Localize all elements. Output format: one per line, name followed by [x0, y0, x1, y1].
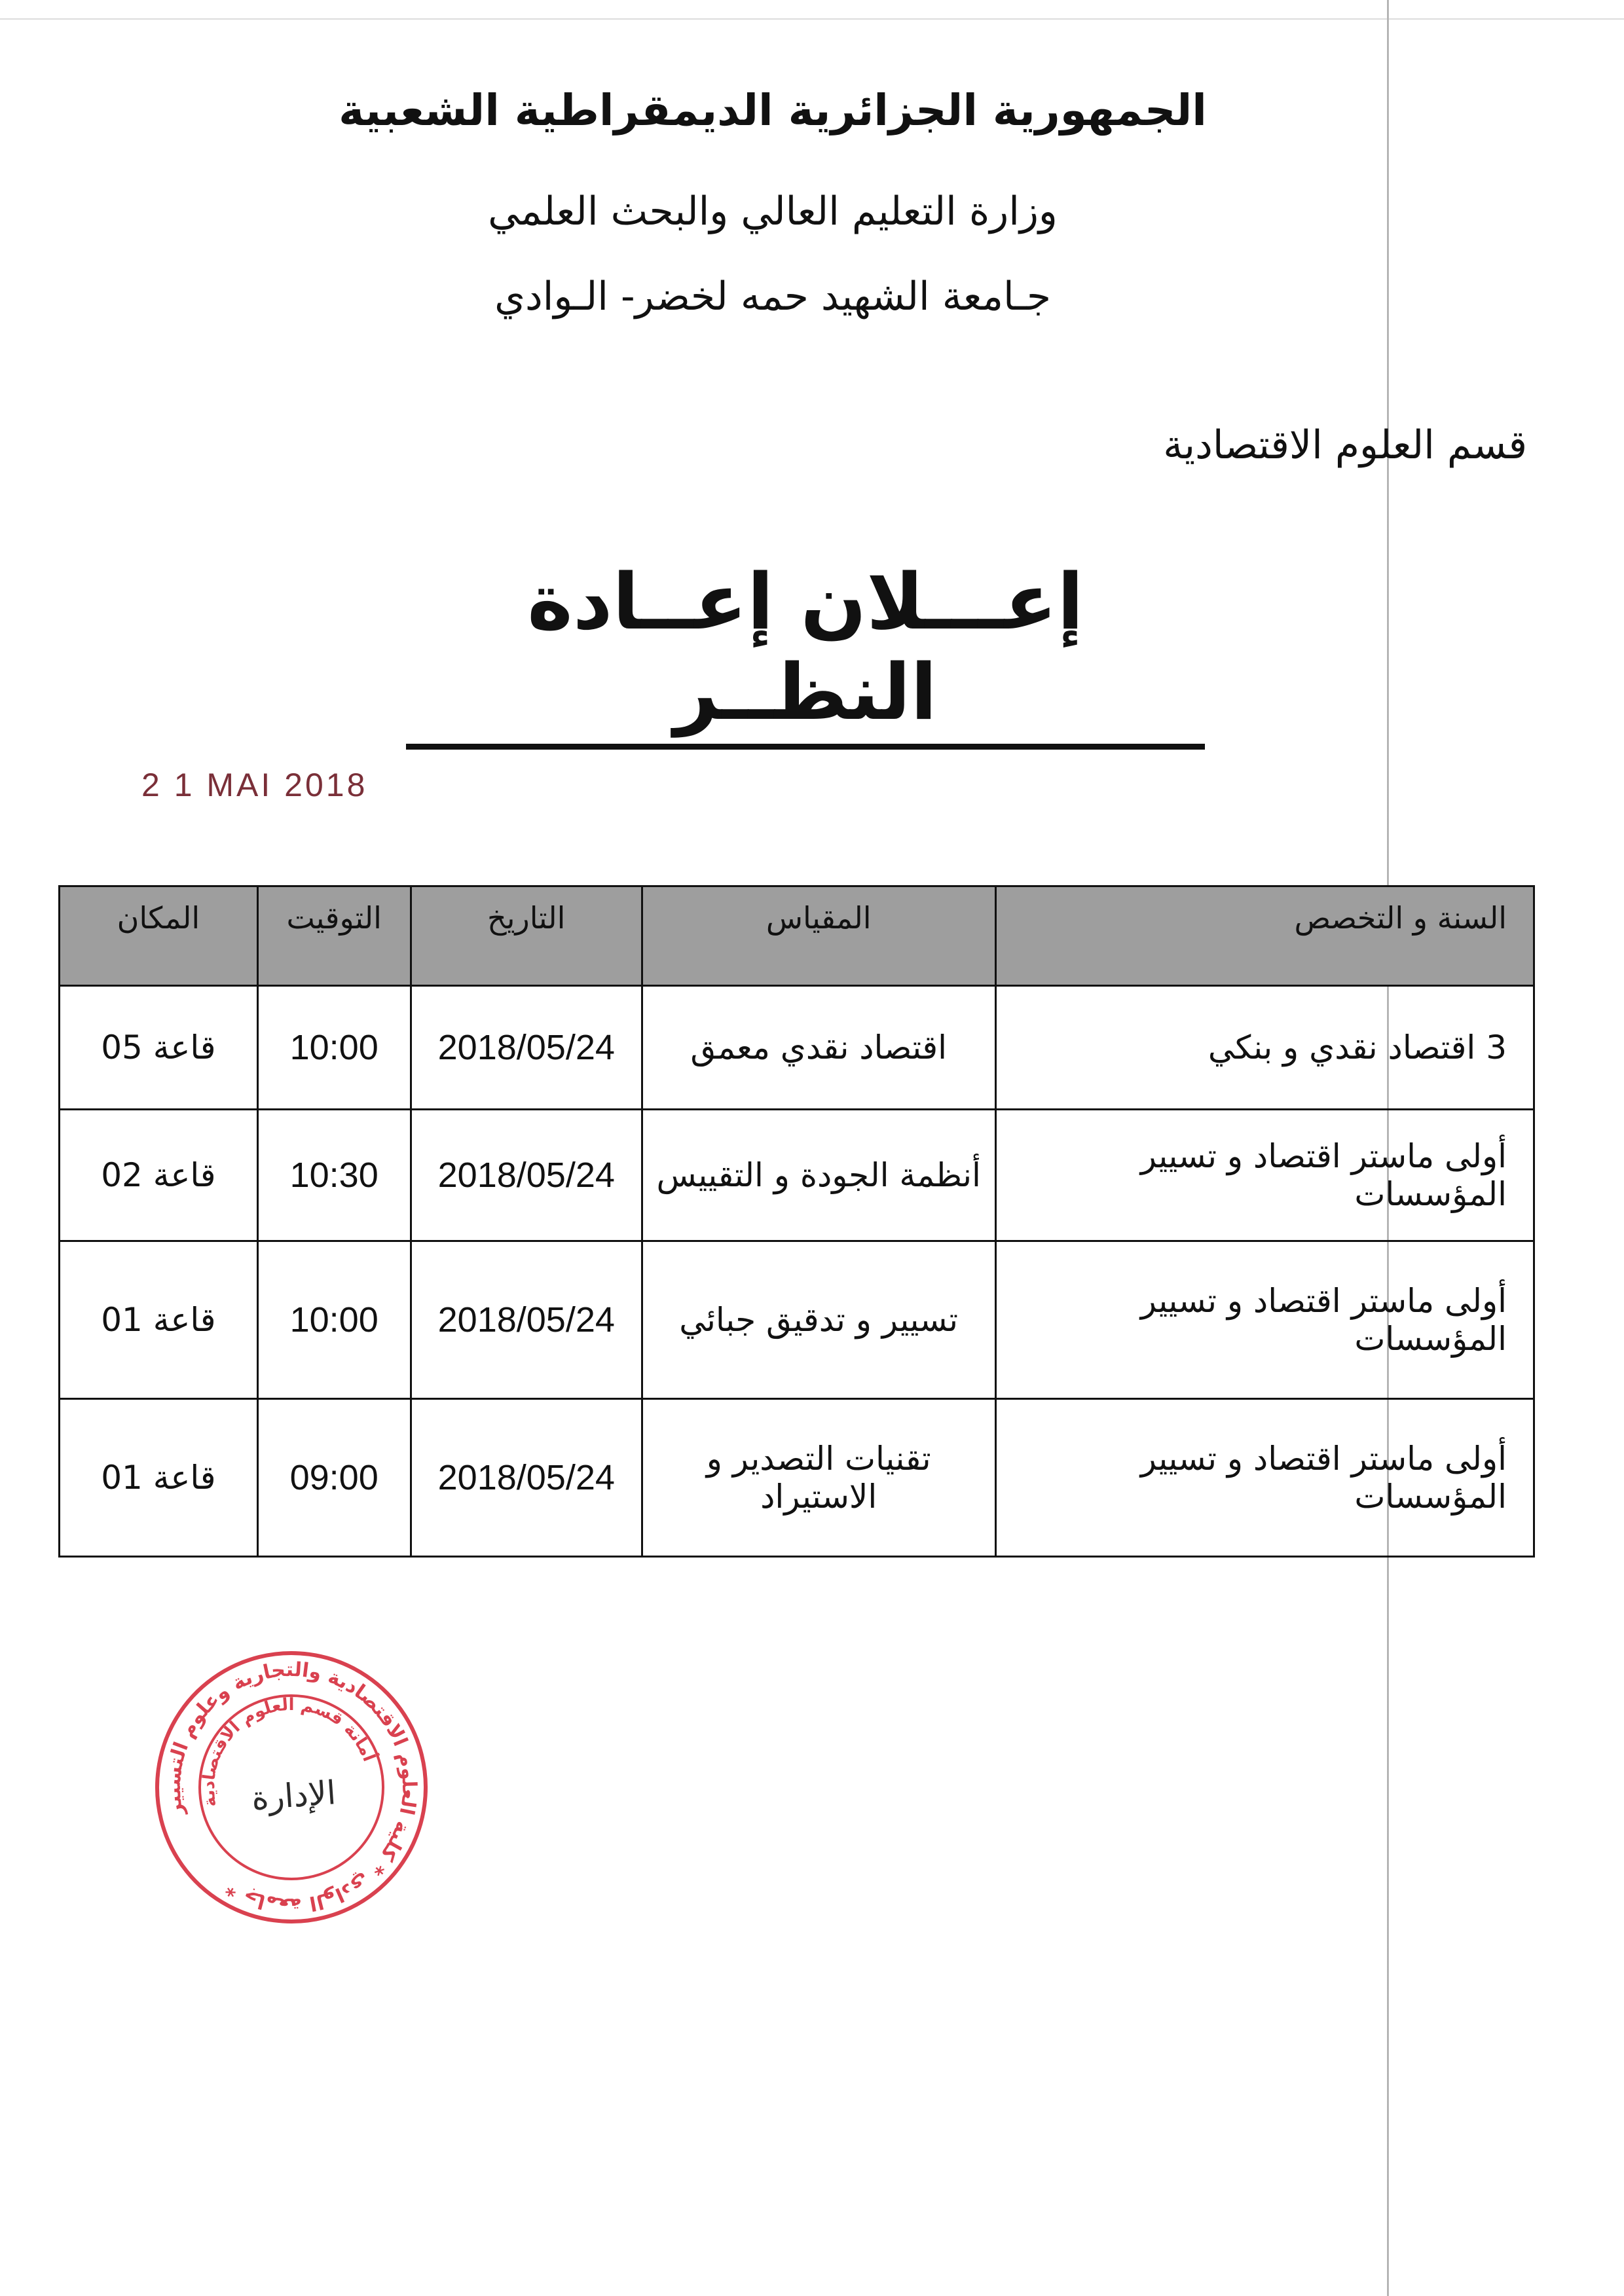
cell-room: قاعة 05: [60, 986, 258, 1110]
cell-time: 10:00: [257, 986, 411, 1110]
cell-date: 2018/05/24: [411, 1110, 642, 1241]
announcement-title: إعـــلان إعــادة النظــر: [406, 556, 1205, 750]
scan-top-edge: [0, 18, 1624, 20]
cell-room: قاعة 02: [60, 1110, 258, 1241]
header-specialty: السنة و التخصص: [995, 886, 1534, 986]
republic-heading: الجمهورية الجزائرية الديمقراطية الشعبية: [339, 85, 1207, 136]
announcement-title-wrap: [406, 556, 1205, 750]
cell-subject: أنظمة الجودة و التقييس: [642, 1110, 995, 1241]
cell-specialty: أولى ماستر اقتصاد و تسيير المؤسسات: [995, 1241, 1534, 1399]
cell-date: 2018/05/24: [411, 1399, 642, 1557]
cell-date: 2018/05/24: [411, 1241, 642, 1399]
table-row: [60, 1399, 1534, 1557]
schedule-table: [58, 885, 1535, 1558]
cell-room: قاعة 01: [60, 1399, 258, 1557]
header-subject: المقياس: [642, 886, 995, 986]
stamp-signature: الإدارة: [250, 1774, 337, 1817]
header-time: التوقيت: [257, 886, 411, 986]
table-row: [60, 1241, 1534, 1399]
header-date: التاريخ: [411, 886, 642, 986]
cell-specialty: أولى ماستر اقتصاد و تسيير المؤسسات: [995, 1110, 1534, 1241]
cell-time: 10:00: [257, 1241, 411, 1399]
university-heading: جـامعة الشهيد حمه لخضر- الـوادي: [494, 274, 1051, 319]
cell-specialty: 3 اقتصاد نقدي و بنكي: [995, 986, 1534, 1110]
date-stamp: 2 1 MAI 2018: [141, 767, 368, 803]
stamp-outer-text: جامعة الوادي * كلية العلوم الاقتصادية والتجارية وعلوم التسيير *: [162, 1658, 421, 1917]
table-row: [60, 1110, 1534, 1241]
cell-subject: اقتصاد نقدي معمق: [642, 986, 995, 1110]
header-room: المكان: [60, 886, 258, 986]
table-row: [60, 986, 1534, 1110]
cell-time: 10:30: [257, 1110, 411, 1241]
cell-subject: تقنيات التصدير و الاستيراد: [642, 1399, 995, 1557]
cell-specialty: أولى ماستر اقتصاد و تسيير المؤسسات: [995, 1399, 1534, 1557]
cell-date: 2018/05/24: [411, 986, 642, 1110]
cell-time: 09:00: [257, 1399, 411, 1557]
ministry-heading: وزارة التعليم العالي والبحث العلمي: [488, 189, 1058, 234]
cell-subject: تسيير و تدقيق جبائي: [642, 1241, 995, 1399]
table-header-row: [60, 886, 1534, 986]
official-seal-stamp: [120, 1616, 462, 1958]
cell-room: قاعة 01: [60, 1241, 258, 1399]
stamp-inner-text: أمانة قسم العلوم الاقتصادية: [198, 1694, 379, 1809]
department-label: قسم العلوم الاقتصادية: [1163, 422, 1527, 468]
